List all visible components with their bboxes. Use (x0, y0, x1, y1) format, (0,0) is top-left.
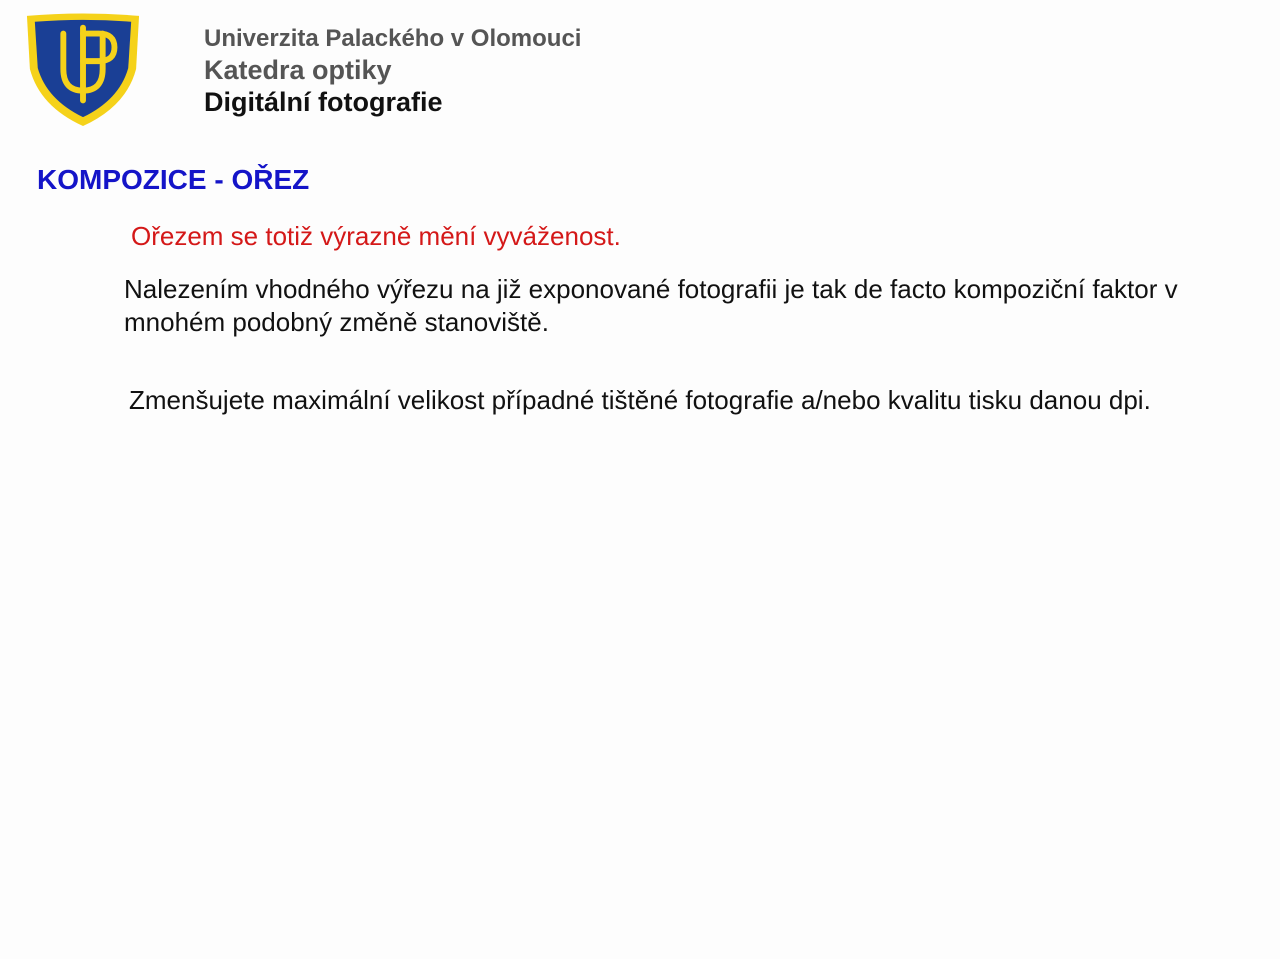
university-name: Univerzita Palackého v Olomouci (204, 25, 582, 52)
course-name: Digitální fotografie (204, 87, 443, 117)
university-logo (24, 10, 142, 128)
body-paragraph: Nalezením vhodného výřezu na již exponované fotografii je tak de facto kompoziční faktor v mnohém podobný změně stanoviště. (124, 274, 1178, 337)
body-paragraph: Zmenšujete maximální velikost případné tištěné fotografie a/nebo kvalitu tisku danou dpi. (129, 385, 1151, 415)
department-name: Katedra optiky (204, 55, 392, 85)
shield-emblem-icon (24, 10, 142, 128)
slide-title: KOMPOZICE - OŘEZ (37, 164, 310, 195)
logo-lettering: UP (83, 10, 85, 11)
highlight-paragraph: Ořezem se totiž výrazně mění vyváženost. (131, 221, 621, 251)
slide-header (204, 24, 581, 118)
